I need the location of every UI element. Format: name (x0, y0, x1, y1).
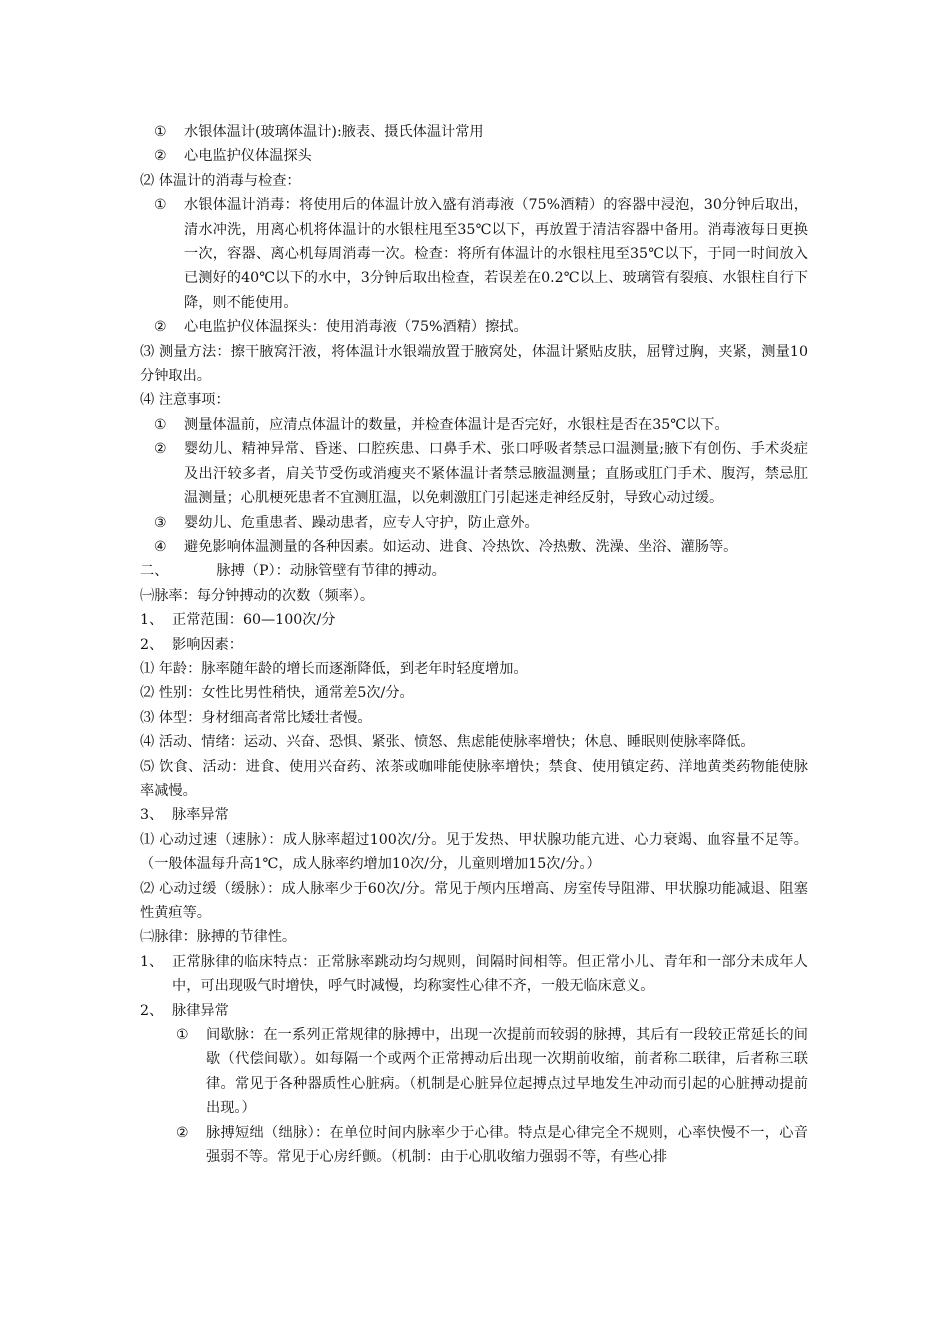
paragraph-item (140, 169, 808, 193)
paragraph-item (140, 340, 808, 389)
paragraph-text: 避免影响体温测量的各种因素。如运动、进食、冷热饮、冷热敷、洗澡、坐浴、灌肠等。 (184, 538, 738, 555)
list-marker: ③ (154, 514, 167, 531)
list-marker: 3、 (140, 807, 164, 824)
paragraph-text: 影响因素： (172, 636, 243, 653)
paragraph-text: 测量体温前，应清点体温计的数量，并检查体温计是否完好，水银柱是否在35℃以下。 (184, 416, 729, 433)
paragraph-text: 脉律异常 (172, 1002, 229, 1019)
paragraph-text: ㈠脉率：每分钟搏动的次数（频率）。 (140, 587, 375, 604)
list-marker: ② (176, 1124, 189, 1141)
section-number: 二、 (140, 563, 169, 580)
paragraph-text: ⑷ 活动、情绪：运动、兴奋、恐惧、紧张、愤怒、焦虑能使脉率增快；休息、睡眠则使脉率降低。 (140, 734, 755, 751)
paragraph-item (140, 535, 808, 559)
paragraph-text: ⑷ 注意事项： (140, 392, 230, 409)
paragraph-text: ⑵ 体温计的消毒与检查： (140, 172, 301, 189)
paragraph-text: 心电监护仪体温探头：使用消毒液（75%酒精）擦拭。 (184, 319, 528, 336)
paragraph-text: 正常脉律的临床特点：正常脉率跳动均匀规则，间隔时间相等。但正常小儿、青年和一部分未成年人中，可出现吸气时增快，呼气时减慢，均称窦性心律不齐，一般无临床意义。 (172, 953, 808, 995)
paragraph-item (140, 413, 808, 437)
paragraph-item (140, 511, 808, 535)
paragraph-item (140, 755, 808, 804)
section-heading (140, 559, 808, 583)
paragraph-text: 心电监护仪体温探头 (184, 148, 312, 165)
list-marker: 1、 (140, 612, 164, 629)
list-marker: 2、 (140, 636, 164, 653)
paragraph-text: 水银体温计(玻璃体温计):腋表、摄氏体温计常用 (184, 124, 484, 140)
paragraph-text: ⑴ 年龄：脉率随年龄的增长而逐渐降低，到老年时轻度增加。 (140, 660, 528, 677)
list-marker: 2、 (140, 1002, 164, 1019)
paragraph-text: 脉率异常 (172, 807, 229, 824)
paragraph-text: 婴幼儿、精神异常、昏迷、口腔疾患、口鼻手术、张口呼吸者禁忌口温测量;腋下有创伤、手术炎症及出汗较多者，肩关节受伤或消瘦夹不紧体温计者禁忌腋温测量；直肠或肛门手术、腹泻，禁忌肛温测量；心肌梗死患者不宜测肛温，以免刺激肛门引起迷走神经反射，导致心动过缓。 (184, 441, 808, 507)
list-marker: ② (154, 148, 167, 165)
paragraph-item (140, 828, 808, 877)
paragraph-item (140, 730, 808, 754)
paragraph-item (140, 950, 808, 999)
paragraph-item (140, 193, 808, 315)
paragraph-text: ⑴ 心动过速（速脉）：成人脉率超过100次/分。见于发热、甲状腺功能亢进、心力衰竭、血容量不足等。（一般体温每升高1℃，成人脉率约增加10次/分，儿童则增加15次/分。） (140, 831, 808, 873)
paragraph-item (140, 803, 808, 827)
list-marker: ② (154, 319, 167, 336)
paragraph-text: 水银体温计消毒：将使用后的体温计放入盛有消毒液（75%酒精）的容器中浸泡，30分钟后取出，清水冲洗，用离心机将体温计的水银柱甩至35℃以下，再放置于清洁容器中备用。消毒液每日更换一次，容器、离心机每周消毒一次。检查：将所有体温计的水银柱甩至35℃以下，于同一时间放入已测好的40℃以下的水中，3分钟后取出检查，若误差在0.2℃以上、玻璃管有裂痕、水银柱自行下降，则不能使用。 (184, 197, 808, 311)
paragraph-text: 间歇脉：在一系列正常规律的脉搏中，出现一次提前而较弱的脉搏，其后有一段较正常延长的间歇（代偿间歇）。如每隔一个或两个正常搏动后出现一次期前收缩，前者称二联律，后者称三联律。常见于各种器质性心脏病。（机制是心脏异位起搏点过早地发生冲动而引起的心脏搏动提前出现。） (206, 1027, 808, 1117)
document-body (140, 120, 808, 1169)
paragraph-text: ⑵ 心动过缓（缓脉）：成人脉率少于60次/分。常见于颅内压增高、房室传导阻滞、甲状腺功能减退、阻塞性黄疸等。 (140, 880, 808, 921)
paragraph-text: ⑵ 性别：女性比男性稍快，通常差5次/分。 (140, 685, 414, 702)
paragraph-text: 婴幼儿、危重患者、躁动患者，应专人守护，防止意外。 (184, 514, 539, 531)
list-marker: ① (154, 416, 167, 433)
paragraph-item (140, 584, 808, 608)
list-marker: 1、 (140, 953, 164, 970)
paragraph-item (140, 315, 808, 339)
paragraph-item (140, 120, 808, 144)
paragraph-text: ⑶ 体型：身材细高者常比矮壮者慢。 (140, 709, 372, 726)
paragraph-item (140, 681, 808, 705)
paragraph-text: ⑸ 饮食、活动：进食、使用兴奋药、浓茶或咖啡能使脉率增快；禁食、使用镇定药、洋地黄类药物能使脉率减慢。 (140, 758, 808, 799)
paragraph-text: ⑶ 测量方法：擦干腋窝汗液，将体温计水银端放置于腋窝处，体温计紧贴皮肤，屈臂过胸，夹紧，测量10分钟取出。 (140, 343, 808, 385)
paragraph-item (140, 999, 808, 1023)
list-marker: ① (154, 124, 167, 140)
paragraph-item (140, 1023, 808, 1121)
list-marker: ② (154, 441, 167, 458)
paragraph-item (140, 633, 808, 657)
list-marker: ④ (154, 538, 167, 555)
paragraph-item (140, 925, 808, 949)
paragraph-text: ㈡脉律：脉搏的节律性。 (140, 929, 297, 946)
list-marker: ① (176, 1027, 189, 1044)
paragraph-item (140, 608, 808, 632)
paragraph-item (140, 657, 808, 681)
paragraph-item (140, 706, 808, 730)
paragraph-text: 脉搏短绌（绌脉）：在单位时间内脉率少于心律。特点是心律完全不规则，心率快慢不一，心音强弱不等。常见于心房纤颤。（机制：由于心肌收缩力强弱不等，有些心排 (206, 1124, 808, 1166)
paragraph-item (140, 877, 808, 926)
paragraph-item (140, 437, 808, 510)
paragraph-item (140, 144, 808, 168)
paragraph-text: 正常范围：60—100次/分 (172, 612, 336, 629)
paragraph-item (140, 388, 808, 412)
section-title: 脉搏（P）：动脉管壁有节律的搏动。 (216, 563, 446, 580)
paragraph-item (140, 1121, 808, 1170)
list-marker: ① (154, 197, 167, 214)
